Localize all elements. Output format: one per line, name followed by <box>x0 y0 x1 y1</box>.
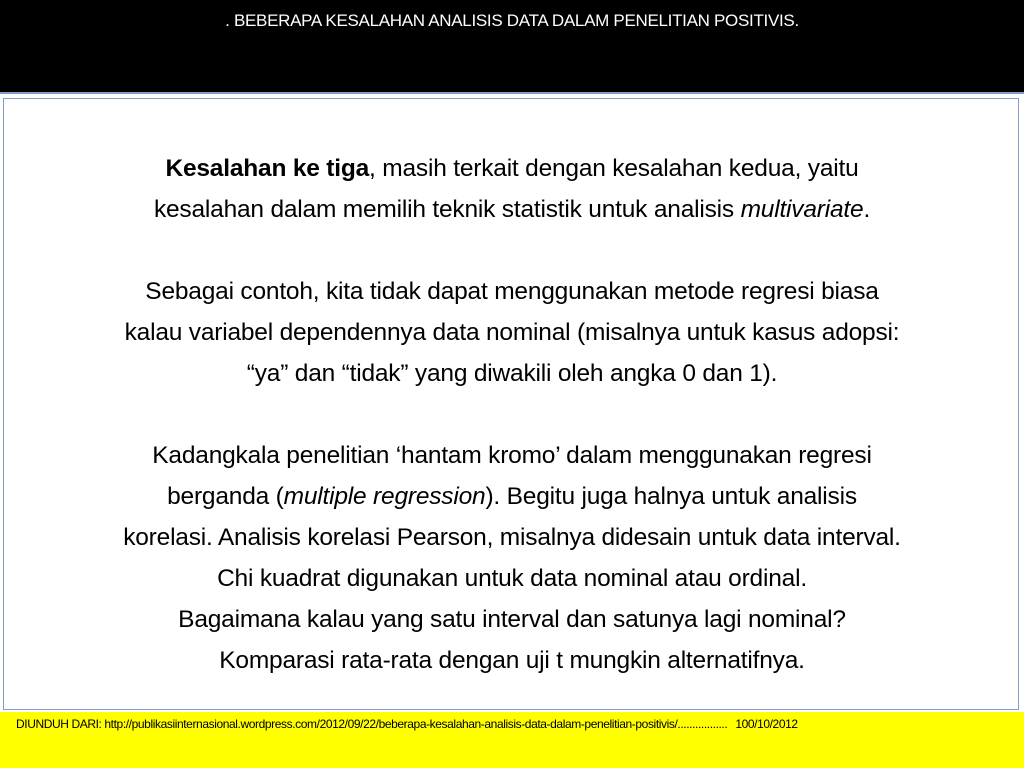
paragraph-1-end: . <box>863 196 871 223</box>
paragraph-1-italic-term: multivariate <box>740 196 864 223</box>
paragraph-1 <box>0 148 1024 230</box>
title-prefix: . <box>225 11 234 30</box>
footer-bar <box>0 712 1024 768</box>
paragraph-gap <box>0 394 1024 435</box>
slide-body <box>0 148 1024 681</box>
paragraph-2 <box>0 271 1024 394</box>
paragraph-2-line-3: “ya” dan “tidak” yang diwakili oleh angka 0 dan 1). <box>246 360 778 387</box>
paragraph-3-line-1: Kadangkala penelitian ‘hantam kromo’ dalam menggunakan regresi <box>152 442 872 469</box>
paragraph-3-line-3: korelasi. Analisis korelasi Pearson, misalnya didesain untuk data interval. <box>123 524 901 551</box>
footer-text <box>16 717 798 731</box>
slide-title <box>0 11 1024 31</box>
title-bar <box>0 0 1024 94</box>
title-text: BEBERAPA KESALAHAN ANALISIS DATA DALAM PENELITIAN POSITIVIS <box>233 11 795 30</box>
title-suffix: . <box>794 11 799 30</box>
footer-source-url[interactable]: DIUNDUH DARI: http://publikasiinternasional.wordpress.com/2012/09/22/beberapa-kesalahan-analisis-data-dalam-penelitian-positivis/................. <box>16 717 728 731</box>
paragraph-3-italic-term: multiple regression <box>283 483 486 510</box>
footer-date: 100/10/2012 <box>735 717 798 731</box>
paragraph-3 <box>0 435 1024 681</box>
paragraph-3-line-4: Chi kuadrat digunakan untuk data nominal atau ordinal. <box>217 565 807 592</box>
paragraph-1-lead: Kesalahan ke tiga <box>165 155 370 182</box>
paragraph-gap <box>0 230 1024 271</box>
paragraph-3-line-6: Komparasi rata-rata dengan uji t mungkin alternatifnya. <box>219 647 805 674</box>
paragraph-1-line-1: , masih terkait dengan kesalahan kedua, yaitu <box>369 155 859 182</box>
paragraph-3-line-2-start: berganda ( <box>167 483 284 510</box>
paragraph-2-line-1: Sebagai contoh, kita tidak dapat menggunakan metode regresi biasa <box>145 278 879 305</box>
paragraph-1-line-2: kesalahan dalam memilih teknik statistik untuk analisis <box>153 196 741 223</box>
paragraph-3-line-2-end: ). Begitu juga halnya untuk analisis <box>485 483 857 510</box>
paragraph-2-line-2: kalau variabel dependennya data nominal (misalnya untuk kasus adopsi: <box>124 319 900 346</box>
paragraph-3-line-5: Bagaimana kalau yang satu interval dan satunya lagi nominal? <box>178 606 846 633</box>
